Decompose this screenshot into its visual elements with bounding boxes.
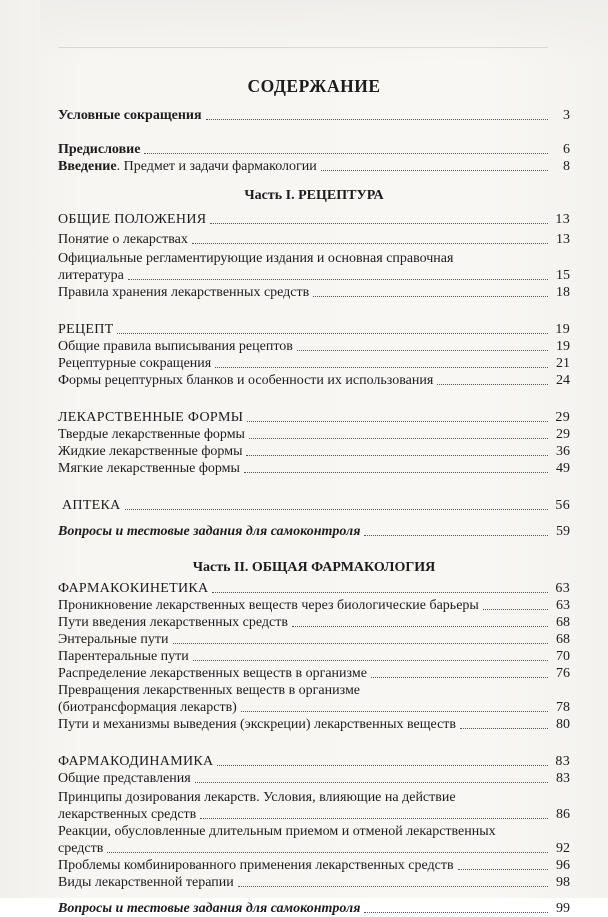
toc-entry: Вопросы и тестовые задания для самоконтроля 59 (58, 524, 570, 539)
toc-entry: Принципы дозирования лекарств. Условия, влияющие на действие (58, 790, 456, 805)
section-heading: ФАРМАКОКИНЕТИКА 63 (58, 581, 570, 596)
dot-leader (212, 592, 548, 593)
section-heading: ОБЩИЕ ПОЛОЖЕНИЯ 13 (58, 212, 570, 227)
dot-leader (460, 728, 548, 729)
toc-entry-label: Условные сокращения (58, 108, 202, 123)
dot-leader (144, 153, 548, 154)
dot-leader (297, 350, 548, 351)
table-of-contents (58, 76, 570, 917)
dot-leader (173, 643, 549, 644)
dot-leader (244, 472, 548, 473)
toc-entry: Общие представления 83 (58, 771, 570, 786)
dot-leader (292, 626, 548, 627)
toc-entry: Распределение лекарственных веществ в организме 76 (58, 666, 570, 681)
part-heading: Часть II. ОБЩАЯ ФАРМАКОЛОГИЯ (192, 560, 436, 575)
dot-leader (321, 170, 548, 171)
dot-leader (437, 384, 548, 385)
dot-leader (192, 243, 548, 244)
dot-leader (458, 869, 548, 870)
dot-leader (217, 765, 548, 766)
toc-entry-continued: лекарственных средств 86 (58, 807, 570, 822)
toc-entry: Пути введения лекарственных средств 68 (58, 615, 570, 630)
section-heading: РЕЦЕПТ 19 (58, 322, 570, 337)
toc-entry: Реакции, обусловленные длительным приемом и отменой лекарственных (58, 824, 496, 839)
dot-leader (210, 223, 548, 224)
dot-leader (371, 677, 548, 678)
toc-entry: Твердые лекарственные формы 29 (58, 427, 570, 442)
dot-leader (313, 296, 548, 297)
toc-entry-label: Предисловие (58, 142, 141, 157)
page-shadow (40, 0, 608, 62)
toc-entry (58, 107, 570, 124)
toc-title: СОДЕРЖАНИЕ (247, 76, 381, 96)
toc-entry-page: 8 (563, 159, 570, 174)
toc-entry: Виды лекарственной терапии 98 (58, 875, 570, 890)
toc-entry: Правила хранения лекарственных средств 18 (58, 285, 570, 300)
toc-entry-continued: средств 92 (58, 841, 570, 856)
dot-leader (238, 886, 548, 887)
running-head-rule (58, 47, 548, 48)
dot-leader (107, 852, 548, 853)
toc-entry (58, 158, 570, 175)
dot-leader (125, 509, 548, 510)
toc-entry-page: 3 (563, 108, 570, 123)
toc-entry-page: 6 (563, 142, 570, 157)
toc-entry: Мягкие лекарственные формы 49 (58, 461, 570, 476)
dot-leader (246, 455, 548, 456)
dot-leader (364, 535, 548, 536)
toc-entry: Проникновение лекарственных веществ через биологические барьеры 63 (58, 598, 570, 613)
dot-leader (206, 119, 548, 120)
toc-entry: Общие правила выписывания рецептов 19 (58, 339, 570, 354)
toc-entry: Официальные регламентирующие издания и основная справочная (58, 251, 454, 266)
toc-entry-label: Введение. Предмет и задачи фармакологии (58, 159, 317, 174)
toc-entry: Вопросы и тестовые задания для самоконтроля 99 (58, 901, 570, 916)
toc-entry-continued: литература 15 (58, 268, 570, 283)
toc-entry: Формы рецептурных бланков и особенности их использования 24 (58, 373, 570, 388)
toc-entry (58, 141, 570, 158)
dot-leader (249, 438, 548, 439)
toc-entry: Рецептурные сокращения 21 (58, 356, 570, 371)
dot-leader (193, 660, 548, 661)
dot-leader (215, 367, 548, 368)
toc-entry: Энтеральные пути 68 (58, 632, 570, 647)
toc-entry: Проблемы комбинированного применения лекарственных средств 96 (58, 858, 570, 873)
section-heading: АПТЕКА 56 (62, 498, 570, 513)
dot-leader (247, 421, 548, 422)
toc-entry: Превращения лекарственных веществ в организме (58, 683, 361, 698)
part-heading: Часть I. РЕЦЕПТУРА (244, 188, 384, 203)
toc-entry-continued: (биотрансформация лекарств) 78 (58, 700, 570, 715)
dot-leader (117, 333, 548, 334)
dot-leader (128, 279, 548, 280)
dot-leader (483, 609, 548, 610)
toc-entry: Парентеральные пути 70 (58, 649, 570, 664)
toc-entry: Жидкие лекарственные формы 36 (58, 444, 570, 459)
toc-entry: Понятие о лекарствах 13 (58, 232, 570, 247)
dot-leader (195, 782, 548, 783)
dot-leader (364, 912, 548, 913)
toc-entry: Пути и механизмы выведения (экскреции) лекарственных веществ 80 (58, 717, 570, 732)
dot-leader (200, 818, 548, 819)
section-heading: ФАРМАКОДИНАМИКА 83 (58, 754, 570, 769)
section-heading: ЛЕКАРСТВЕННЫЕ ФОРМЫ 29 (58, 410, 570, 425)
dot-leader (241, 711, 548, 712)
